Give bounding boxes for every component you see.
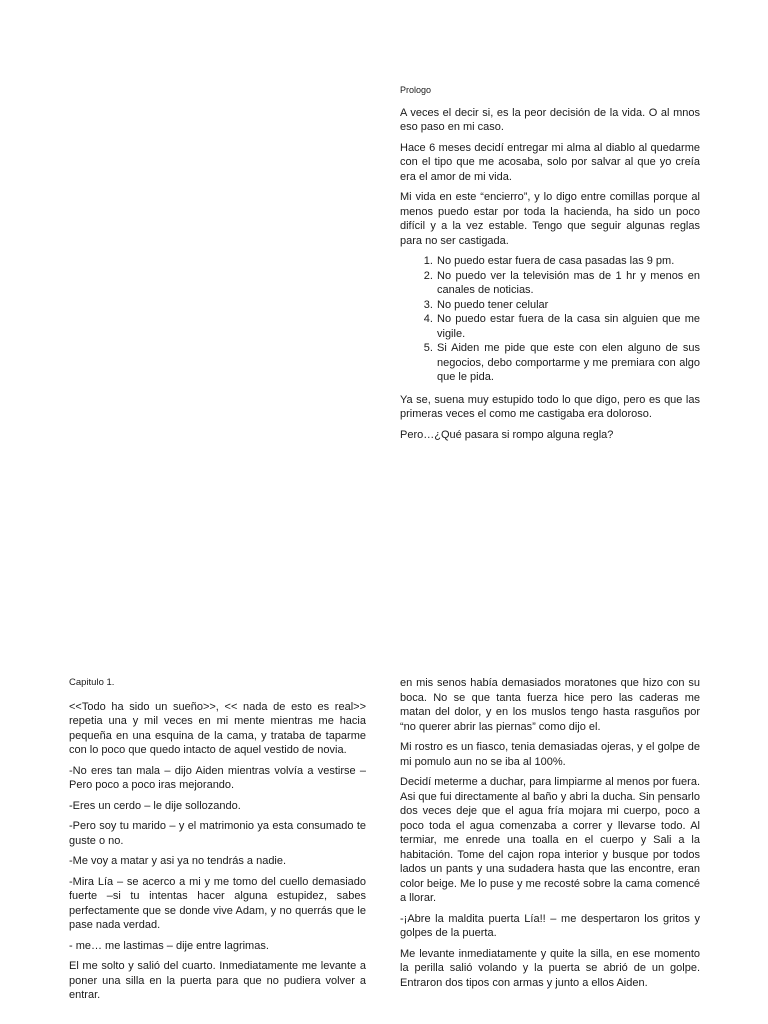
rules-list <box>400 254 700 385</box>
chapter-paragraph: -Eres un cerdo – le dije sollozando. <box>69 799 241 812</box>
chapter-paragraph: -Pero soy tu marido – y el matrimonio ya esta consumado te guste o no. <box>69 820 366 847</box>
prologue-heading: Prologo <box>400 85 432 95</box>
chapter-heading: Capitulo 1. <box>69 677 115 688</box>
chapter-paragraph: Decidí meterme a duchar, para limpiarme al menos por fuera. Asi que fui directamente al baño y abri la ducha. Sin pensarlo dos veces deje que el agua fría mojara mi cuerpo, poco a poco toda el agua comenzaba a correr y llevarse todo. Al termiar, me enrede una toalla en el cuerpo y Sali a la habitación. Tome del cajon ropa interior y busque por todos lados un pants y una sudadera hasta que las encontre, eran color beige. Me lo puse y me recosté sobre la cama comencé a llorar. <box>400 776 700 904</box>
chapter-paragraph: - me… me lastimas – dije entre lagrimas. <box>69 939 269 952</box>
chapter-paragraph: -Me voy a matar y asi ya no tendrás a nadie. <box>69 855 287 867</box>
chapter-paragraph: -No eres tan mala – dijo Aiden mientras volvía a vestirse – Pero poco a poco iras mejorando. <box>69 764 366 791</box>
rule-item: 5. Si Aiden me pide que este con elen alguno de sus negocios, debo comportarme y me premiara con algo que le pida. <box>436 341 700 385</box>
chapter-paragraph: Me levante inmediatamente y quite la silla, en ese momento la perilla salió volando y la puerta se abrió de un golpe. Entraron dos tipos con armas y junto a ellos Aiden. <box>400 947 700 989</box>
chapter-paragraph: -¡Abre la maldita puerta Lía!! – me despertaron los gritos y golpes de la puerta. <box>400 912 700 939</box>
prologue-paragraph: A veces el decir si, es la peor decisión de la vida. O al mnos eso paso en mi caso. <box>400 106 700 133</box>
chapter-left-column <box>69 676 366 1009</box>
chapter-paragraph: en mis senos había demasiados moratones que hizo con su boca. No se que tanta fuerza hice pero las caderas me matan del dolor, y en los muslos tengo hasta rasguños por “no querer abrir las piernas” como dijo el. <box>400 677 700 733</box>
prologue-closing: Ya se, suena muy estupido todo lo que digo, pero es que las primeras veces el como me castigaba era doloroso. <box>400 393 700 420</box>
chapter-right-column <box>400 676 700 996</box>
chapter-paragraph: Mi rostro es un fiasco, tenia demasiadas ojeras, y el golpe de mi pomulo aun no se iba al 100%. <box>400 741 700 768</box>
rule-item: 3. No puedo tener celular <box>436 298 700 313</box>
rule-item: 1. No puedo estar fuera de casa pasadas las 9 pm. <box>436 254 700 269</box>
chapter-paragraph: -Mira Lía – se acerco a mi y me tomo del cuello demasiado fuerte –si tu intentas hacer alguna estupidez, sabes perfectamente que se donde vive Adam, y no querrás que le pase nada verdad. <box>69 875 366 931</box>
rule-item: 4. No puedo estar fuera de la casa sin alguien que me vigile. <box>436 312 700 341</box>
prologue-paragraph: Mi vida en este “encierro”, y lo digo entre comillas porque al menos puedo estar por toda la hacienda, ha sido un poco difícil y a la vez estable. Tengo que seguir algunas reglas para no ser castigada. <box>400 191 700 247</box>
prologue-section <box>400 83 700 448</box>
chapter-paragraph: <<Todo ha sido un sueño>>, << nada de esto es real>> repetia una y mil veces en mi mente mientras me hacia pequeña en una esquina de la cama, y trataba de taparme con lo poco que quedo intacto de aquel vestido de novia. <box>69 700 366 756</box>
prologue-paragraph: Hace 6 meses decidí entregar mi alma al diablo al quedarme con el tipo que me acosaba, solo por salvar al que yo creía era el amor de mi vida. <box>400 141 700 183</box>
chapter-paragraph: El me solto y salió del cuarto. Inmediatamente me levante a poner una silla en la puerta para que no pudiera volver a entrar. <box>69 960 366 1001</box>
prologue-question: Pero…¿Qué pasara si rompo alguna regla? <box>400 428 614 441</box>
rule-item: 2. No puedo ver la televisión mas de 1 hr y menos en canales de noticias. <box>436 269 700 298</box>
